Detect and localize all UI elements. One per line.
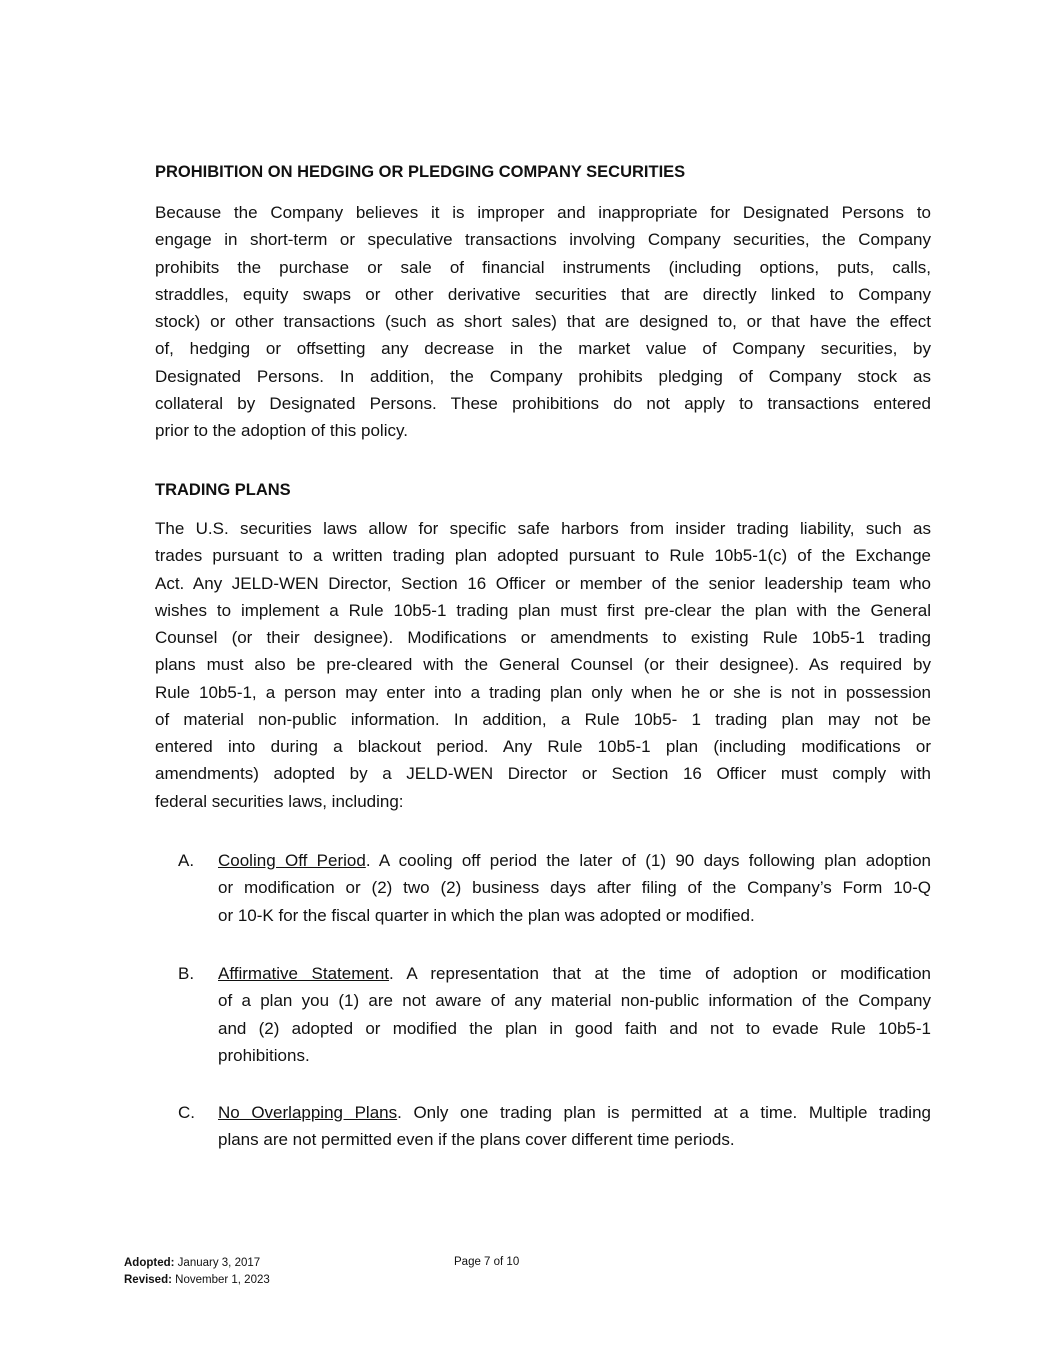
- list-item-title: Cooling Off Period: [218, 851, 366, 870]
- text-line: prohibits the purchase or sale of financial instruments (including options, puts, calls,: [155, 257, 931, 277]
- footer-dates: [124, 1255, 270, 1289]
- text-line: Designated Persons. In addition, the Company prohibits pledging of Company stock as: [155, 366, 931, 386]
- text-line: wishes to implement a Rule 10b5-1 trading plan must first pre-clear the plan with the General: [155, 600, 931, 620]
- text-line: plans are not permitted even if the plans cover different time periods.: [218, 1130, 735, 1150]
- text-line: Because the Company believes it is improper and inappropriate for Designated Persons to: [155, 203, 931, 222]
- paragraph-hedging: [155, 199, 931, 444]
- text-line: The U.S. securities laws allow for specific safe harbors from insider trading liability, such as: [155, 519, 931, 538]
- text-line: stock) or other transactions (such as short sales) that are designed to, or that have the effect: [155, 312, 931, 331]
- text-line: entered into during a blackout period. Any Rule 10b5-1 plan (including modifications or: [155, 737, 931, 756]
- text-line: trades pursuant to a written trading plan adopted pursuant to Rule 10b5-1(c) of the Exchange: [155, 546, 931, 566]
- text-line: amendments) adopted by a JELD-WEN Director or Section 16 Officer must comply with: [155, 764, 931, 784]
- text-line: or 10-K for the fiscal quarter in which the plan was adopted or modified.: [218, 905, 755, 925]
- text-line: collateral by Designated Persons. These prohibitions do not apply to transactions entered: [155, 393, 931, 413]
- section-heading-hedging: PROHIBITION ON HEDGING OR PLEDGING COMPANY SECURITIES: [155, 163, 686, 181]
- list-item-cooling-off: [178, 847, 931, 929]
- text-line: Act. Any JELD-WEN Director, Section 16 Officer or member of the senior leadership team who: [155, 573, 931, 593]
- list-item-title: No Overlapping Plans: [218, 1103, 398, 1122]
- list-item-text: . A cooling off period the later of (1) 90 days following plan adoption: [365, 851, 931, 870]
- text-line: of a plan you (1) are not aware of any material non-public information of the Company: [218, 991, 931, 1011]
- revised-date: November 1, 2023: [175, 1274, 270, 1286]
- list-item-affirmative-statement: [178, 960, 931, 1069]
- list-item-body: [218, 960, 931, 1069]
- list-item-text: . A representation that at the time of adoption or modification: [389, 964, 931, 983]
- text-line: plans must also be pre-cleared with the General Counsel (or their designee). As required by: [155, 655, 931, 675]
- text-line: [218, 847, 931, 874]
- paragraph-trading-plans: [155, 515, 931, 815]
- list-item-body: [218, 847, 931, 929]
- text-line: [218, 960, 931, 987]
- adopted-label: Adopted:: [124, 1257, 175, 1269]
- text-line: Counsel (or their designee). Modifications or amendments to existing Rule 10b5-1 trading: [155, 628, 931, 647]
- list-item-title: Affirmative Statement: [218, 964, 390, 983]
- text-line: Rule 10b5-1, a person may enter into a trading plan only when he or she is not in possession: [155, 682, 931, 702]
- list-item-body: [218, 1099, 931, 1154]
- list-marker: A.: [178, 851, 195, 870]
- text-line: federal securities laws, including:: [155, 791, 404, 811]
- list-marker: C.: [178, 1103, 195, 1122]
- text-line: or modification or (2) two (2) business days after filing of the Company’s Form 10-Q: [218, 878, 931, 898]
- text-line: and (2) adopted or modified the plan in good faith and not to evade Rule 10b5-1: [218, 1018, 931, 1038]
- list-marker: B.: [178, 964, 195, 983]
- text-line: of material non-public information. In addition, a Rule 10b5- 1 trading plan may not be: [155, 709, 931, 729]
- text-line: straddles, equity swaps or other derivative securities that are directly linked to Company: [155, 284, 931, 304]
- text-line: [218, 1099, 931, 1126]
- text-line: of, hedging or offsetting any decrease in the market value of Company securities, by: [155, 339, 931, 359]
- revised-label: Revised:: [124, 1274, 172, 1286]
- text-line: engage in short-term or speculative transactions involving Company securities, the Company: [155, 230, 931, 250]
- text-line: prohibitions.: [218, 1045, 310, 1065]
- adopted-date: January 3, 2017: [177, 1257, 261, 1269]
- text-line: prior to the adoption of this policy.: [155, 421, 408, 440]
- list-item-text: . Only one trading plan is permitted at a time. Multiple trading: [397, 1103, 931, 1122]
- section-heading-trading-plans: TRADING PLANS: [155, 481, 291, 499]
- list-item-no-overlapping: [178, 1099, 931, 1154]
- page-number: Page 7 of 10: [454, 1256, 520, 1268]
